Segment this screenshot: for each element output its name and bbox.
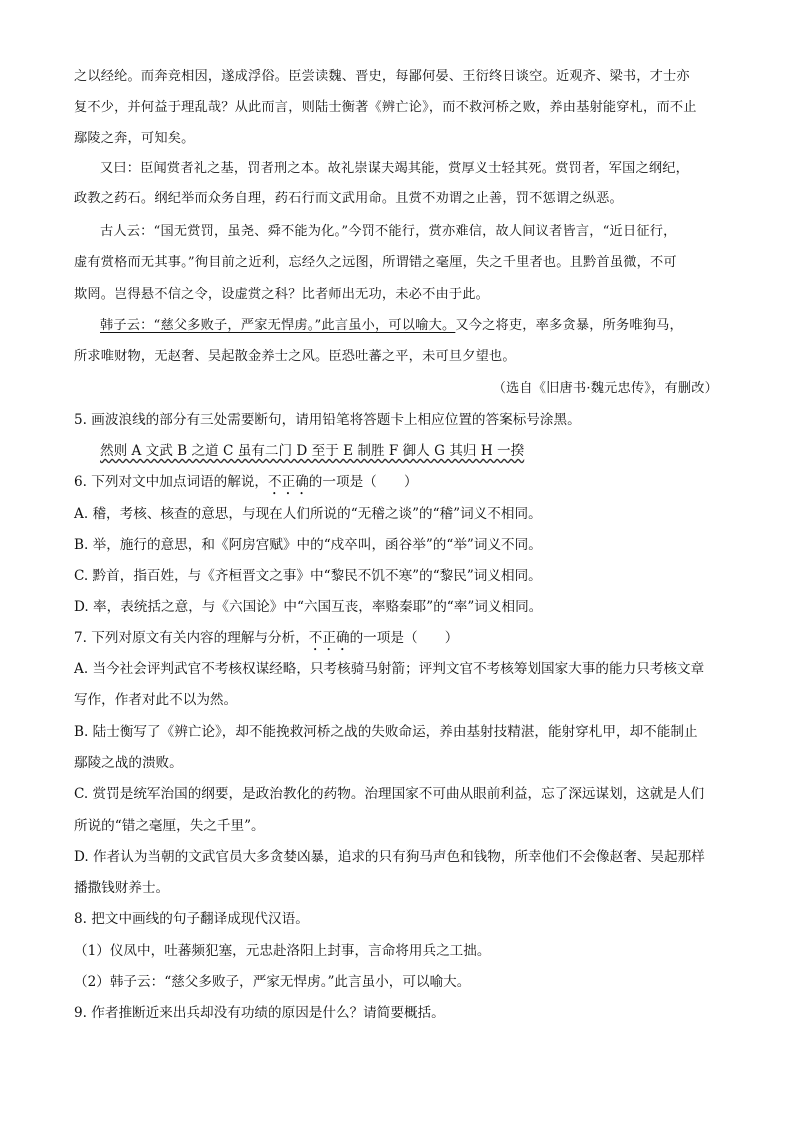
stem-text: 的一项是（ ）	[308, 474, 418, 490]
question-8-stem: 8. 把文中画线的句子翻译成现代汉语。	[74, 911, 309, 927]
question-7-stem	[74, 629, 458, 654]
option-C-cont: 所说的“错之毫厘，失之千里”。	[74, 818, 265, 834]
stem-text: 的一项是（ ）	[349, 630, 459, 646]
passage-text: 又今之将吏，率多贪暴，所务唯狗马，	[455, 318, 683, 333]
passage-line: 欺罔。岂得悬不信之令，设虚赏之科？比者师出无功，未必不由于此。	[74, 287, 490, 302]
passage-line: 又曰：臣闻赏者礼之基，罚者刑之本。故礼崇谋夫竭其能，赏厚义士轻其死。赏罚者，军国之纲纪，	[100, 161, 690, 176]
option-A: A. 稽，考核、核查的意思，与现在人们所说的“无稽之谈”的“稽”词义不相同。	[74, 506, 542, 522]
question-8-sentence-2: （2）韩子云：“慈父多败子，严家无悍虏。”此言虽小，可以喻大。	[74, 974, 471, 990]
emphasis-text: 不正确	[308, 630, 350, 646]
question-6-stem	[74, 473, 418, 498]
option-B: B. 陆士衡写了《辨亡论》，却不能挽救河桥之战的失败命运，养由基射技精湛，能射穿札甲，却不能制止	[74, 724, 698, 740]
emphasis-text: 不正确	[268, 474, 309, 490]
option-D: D. 作者认为当朝的文武官员大多贪婪凶暴，追求的只有狗马声色和钱物，所幸他们不会像赵奢、吴起那样	[74, 849, 705, 865]
passage-line: 之以经纶。而奔竞相因，遂成浮俗。臣尝读魏、晋史，每鄙何晏、王衍终日谈空。近观齐、梁书，才士亦	[74, 69, 690, 84]
passage-line	[100, 317, 683, 335]
passage-line: 鄢陵之奔，可知矣。	[74, 131, 195, 146]
option-A-cont: 写作，作者对此不以为然。	[74, 692, 238, 708]
question-5-stem: 5. 画波浪线的部分有三处需要断句，请用铅笔将答题卡上相应位置的答案标号涂黑。	[74, 412, 581, 428]
passage-line: 政教之药石。纲纪举而众务自理，药石行而文武用命。且赏不劝谓之止善，罚不惩谓之纵恶。	[74, 191, 623, 206]
option-D-cont: 播撒钱财养士。	[74, 880, 170, 896]
passage-line: 所求唯财物，无赵奢、吴起散金养士之风。臣恐吐蕃之平，未可旦夕望也。	[74, 349, 516, 364]
underlined-sentence: 韩子云：“慈父多败子，严家无悍虏。”此言虽小，可以喻大。	[100, 318, 456, 333]
question-9-stem: 9. 作者推断近来出兵却没有功绩的原因是什么？请简要概括。	[74, 1005, 445, 1021]
option-B-cont: 鄢陵之战的溃败。	[74, 755, 183, 771]
option-B: B. 举，施行的意思，和《阿房宫赋》中的“戍卒叫，函谷举”的“举”词义不同。	[74, 537, 542, 553]
option-C: C. 黔首，指百姓，与《齐桓晋文之事》中“黎民不饥不寒”的“黎民”词义相同。	[74, 568, 542, 584]
wavy-underlined-text: 然则 A 文武 B 之道 C 虽有二门 D 至于 E 制胜 F 御人 G 其归 H 一揆	[100, 443, 525, 459]
stem-text: 7. 下列对原文有关内容的理解与分析，	[74, 630, 309, 646]
passage-line: 虚有赏格而无其事。”徇目前之近利，忘经久之远图，所谓错之毫厘，失之千里者也。且黔首虽微，不可	[74, 255, 677, 270]
option-D: D. 率，表统括之意，与《六国论》中“六国互丧，率赂秦耶”的“率”词义相同。	[74, 599, 543, 615]
question-5-text	[100, 442, 524, 460]
option-C: C. 赏罚是统军治国的纲要，是政治教化的药物。治理国家不可曲从眼前利益，忘了深远谋划，这就是人们	[74, 786, 705, 802]
source-citation: （选自《旧唐书·魏元忠传》，有删改）	[492, 381, 718, 396]
stem-text: 6. 下列对文中加点词语的解说，	[74, 474, 269, 490]
question-8-sentence-1: （1）仪凤中，吐蕃频犯塞，元忠赴洛阳上封事，言命将用兵之工拙。	[74, 943, 491, 959]
passage-line: 复不少，并何益于理乱哉？从此而言，则陆士衡著《辨亡论》，而不救河桥之败，养由基射能穿札，而不止	[74, 100, 697, 115]
option-A: A. 当今社会评判武官不考核权谋经略，只考核骑马射箭；评判文官不考核筹划国家大事的能力只考核文章	[74, 661, 705, 677]
passage-line: 古人云：“国无赏罚，虽尧、舜不能为化。”今罚不能行，赏亦难信，故人间议者皆言，“近日征行，	[100, 224, 677, 239]
